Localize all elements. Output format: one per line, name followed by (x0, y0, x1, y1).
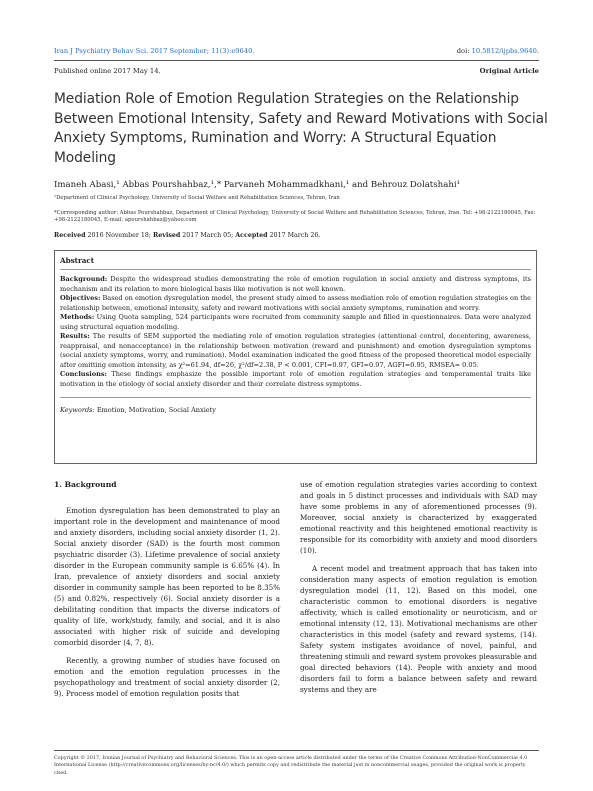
revised-date: 2017 March 05; (180, 232, 236, 239)
keywords-rule (60, 397, 531, 398)
abstract-methods (60, 313, 531, 332)
abstract-heading: Abstract (60, 256, 95, 265)
methods-label: Methods: (60, 313, 95, 321)
article-title: Mediation Role of Emotion Regulation Strategies on the Relationship Between Emotional Intensity, Safety and Reward Motivations with Social Anxiety Symptoms, Rumination and Worry: A Structural Equation Modeling (54, 91, 548, 166)
affiliation: ¹Department of Clinical Psychology, University of Social Welfare and Rehabilitation Sciences, Tehran, Iran (54, 195, 340, 201)
abstract-box (54, 250, 537, 464)
accepted-date: 2017 March 26. (267, 232, 321, 239)
revised-label: Revised (153, 232, 181, 239)
section-heading-background: 1. Background (54, 480, 117, 489)
paragraph: A recent model and treatment approach that has taken into consideration many aspects of emotion regulation is emotion dysregulation model (11, 12). Based on this model, one characteristic common to emotional disorders is negative affectivity, which is called emotionality or neuroticism, and or emotional intensity (12, 13). Motivational mechanisms are other characteristics in this model (safety and reward systems, (14). Safety system instigates avoidance of novel, painful, and threatening stimuli and reward system provokes pleasurable and goal directed behaviors (14). People with anxiety and mood disorders fail to form a balance between safety and reward systems and they are (300, 564, 537, 694)
background-text: Despite the widespread studies demonstrating the role of emotion regulation in social anxiety and distress symptoms, its mechanism and its relation to more biological basis like motivation is not well known. (60, 275, 531, 293)
keywords-text: Emotion, Motivation, Social Anxiety (94, 406, 217, 414)
footer-rule (54, 750, 539, 751)
objectives-text: Based on emotion dysregulation model, the present study aimed to assess mediation role of emotion regulation strategies on the relationship between, emotional intensity, safety and reward motivations with social anxiety symptoms, rumination and worry. (60, 294, 531, 312)
objectives-label: Objectives: (60, 294, 101, 302)
abstract-results (60, 332, 531, 370)
published-date: Published online 2017 May 14. (54, 67, 161, 75)
accepted-label: Accepted (235, 232, 268, 239)
background-label: Background: (60, 275, 108, 283)
paragraph: Emotion dysregulation has been demonstrated to play an important role in the development and maintenance of mood and anxiety disorders, including social anxiety disorder (1, 2). Social anxiety disorder (SAD) is the fourth most common psychiatric disorder (3). Lifetime prevalence of social anxiety disorder in the European community sample is 6.65% (4). In Iran, prevalence of anxiety disorders and social anxiety disorder in community sample has been reported to be 8.35% (5) and 0.82%, respectively (6). Social anxiety disorder is a debilitating condition that impacts the diverse indicators of quality of life, work/study, family, and social, and it is also associated with higher risk of suicide and developing comorbid disorder (4, 7, 8). (54, 506, 280, 647)
results-text: The results of SEM supported the mediating role of emotion regulation strategies (attentional control, decentering, awareness, reappraisal, and nonacceptance) in the relationship between motivation (reward and punishment) and emotion dysregulation symptoms (social anxiety symptoms, worry, and rumination). Model examination indicated the good fitness of the proposed theoretical model especially after omitting emotion intensity, as χ²=61.94, df=26, χ²/df=2.38, P < 0.001, CFI=0.97, GFI=0.97, AGFI=0.95, RMSEA= 0.05. (60, 332, 531, 369)
abstract-background (60, 275, 531, 294)
doi-line: doi: 10.5812/ijpbs.9640. (456, 47, 539, 55)
conclusions-label: Conclusions: (60, 370, 107, 378)
publication-line (54, 67, 539, 75)
abstract-conclusions (60, 370, 531, 389)
copyright-footer: Copyright © 2017, Iranian Journal of Psychiatry and Behavioral Sciences. This is an open-access article distributed under the terms of the Creative Commons Attribution-NonCommercial 4.0 International License (http://creativecommons.org/licenses/by-nc/4.0/) which permits copy and redistribute the material just in noncommercial usages, provided the original work is properly cited. (54, 755, 528, 776)
received-date: 2016 November 18; (85, 232, 154, 239)
header-rule (54, 60, 539, 61)
results-label: Results: (60, 332, 90, 340)
body-column-left (54, 505, 280, 699)
abstract-rule (60, 269, 531, 270)
author-list: Imaneh Abasi,¹ Abbas Pourshahbaz,¹,* Parvaneh Mohammadkhani,¹ and Behrouz Dolatshahi¹ (54, 180, 461, 190)
keywords (60, 406, 531, 414)
running-header (54, 47, 539, 56)
received-label: Received (54, 232, 86, 239)
doi-link[interactable]: 10.5812/ijpbs.9640 (471, 47, 537, 55)
corresponding-author: *Corresponding author: Abbas Pourshahbaz, Department of Clinical Psychology, University of Social Welfare and Rehabilitation Sciences, Tehran, Iran. Tel: +98-2122180045, Fax: +98-2122180045, E-mail: apourshahbaz@yahoo.com (54, 210, 536, 223)
journal-reference[interactable]: Iran J Psychiatry Behav Sci. 2017 September; 11(3):e9640. (54, 47, 255, 55)
paragraph: use of emotion regulation strategies varies according to context and goals in 5 distinct processes and individuals with SAD may have some problems in any of aforementioned processes (9). Moreover, social anxiety is characterized by exaggerated emotional reactivity and this heightened emotional reactivity is responsible for its comorbidity with anxiety and mood disorders (10). (300, 480, 537, 555)
conclusions-text: These findings emphasize the possible important role of emotion regulation strategies and temperamental traits like motivation in the etiology of social anxiety disorder and their correlate distress symptoms. (60, 370, 531, 388)
doi-label: doi: (456, 47, 472, 55)
methods-text: Using Quota sampling, 524 participants were recruited from community sample and filled in questionnaires. Data were analyzed using structural equation modeling. (60, 313, 531, 331)
article-dates (54, 232, 539, 240)
body-column-right (300, 479, 537, 695)
article-type: Original Article (479, 67, 539, 75)
keywords-label: Keywords: (60, 406, 95, 414)
abstract-objectives (60, 294, 531, 313)
paragraph: Recently, a growing number of studies have focused on emotion and the emotion regulation processes in the psychopathology and treatment of social anxiety disorder (2, 9). Process model of emotion regulation posits that (54, 656, 280, 698)
